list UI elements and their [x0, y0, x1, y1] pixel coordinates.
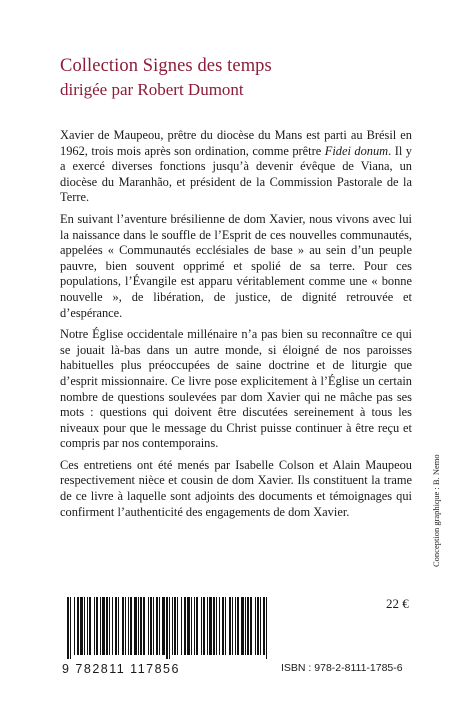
- barcode-bar: [128, 597, 129, 655]
- barcode-bar: [255, 597, 256, 655]
- barcode-bar: [166, 597, 168, 659]
- barcode-bar: [134, 597, 137, 655]
- price: 22 €: [386, 596, 409, 611]
- barcode-bar: [122, 597, 124, 655]
- barcode-bar: [100, 597, 101, 655]
- barcode-bar: [156, 597, 158, 655]
- paragraph-1-end: . Il y a exercé diverses fonctions jusqu’à devenir évêque de Viana, un diocèse du Maranhão, et président de la Commission Pastorale de la Terre.: [60, 143, 413, 205]
- paragraph-1-italic: Fidei donum: [324, 143, 389, 158]
- collection-title: Collection Signes des temps: [60, 56, 272, 76]
- barcode-bar: [216, 597, 217, 655]
- barcode-bar: [222, 597, 224, 655]
- barcode-number: 9 782811 117856: [62, 662, 180, 676]
- collection-director: dirigée par Robert Dumont: [60, 80, 244, 99]
- back-cover-text: [60, 128, 412, 526]
- design-credit: Conception graphique : B. Nemo: [431, 454, 441, 567]
- barcode-bar: [207, 597, 208, 655]
- barcode-bar: [125, 597, 126, 655]
- isbn: ISBN : 978-2-8111-1785-6: [281, 662, 403, 674]
- barcode-bar: [266, 597, 267, 659]
- barcode: [67, 597, 271, 659]
- barcode-bar: [118, 597, 119, 655]
- barcode-bar: [84, 597, 85, 655]
- barcode-bar: [162, 597, 165, 655]
- barcode-bar: [229, 597, 231, 655]
- barcode-bar: [209, 597, 212, 655]
- barcode-bar: [187, 597, 190, 655]
- barcode-bar: [77, 597, 79, 655]
- barcode-bar: [87, 597, 88, 655]
- paragraph-1-start: Xavier de Maupeou, prêtre du diocèse du Mans est parti au Brésil en 1962, trois mois après son ordination, comme prêtre: [60, 128, 412, 158]
- barcode-bar: [257, 597, 259, 655]
- barcode-bar: [67, 597, 69, 659]
- barcode-bar: [201, 597, 202, 655]
- barcode-bar: [94, 597, 95, 655]
- barcode-bar: [219, 597, 220, 655]
- paragraph-4: Ces entretiens ont été menés par Isabelle Colson et Alain Maupeou respectivement nièce et cousin de dom Xavier. Ils constituent la trame de ce livre à laquelle sont adjoints des documents et témoignages qui confirment l’authenticité des engagements de dom Xavier.: [60, 457, 412, 519]
- barcode-bar: [153, 597, 154, 655]
- barcode-bar: [130, 597, 132, 655]
- barcode-bar: [150, 597, 152, 655]
- barcode-bar: [196, 597, 198, 655]
- barcode-bar: [96, 597, 98, 655]
- barcode-bar: [138, 597, 139, 655]
- barcode-bar: [159, 597, 160, 655]
- barcode-bar: [169, 597, 170, 659]
- barcode-bar: [191, 597, 192, 655]
- barcode-bar: [237, 597, 239, 655]
- barcode-bar: [80, 597, 83, 655]
- barcode-bar: [241, 597, 244, 655]
- barcode-bar: [247, 597, 249, 655]
- barcode-bar: [203, 597, 205, 655]
- paragraph-3: Notre Église occidentale millénaire n’a pas bien su reconnaître ce qui se jouait là-bas dans un autre monde, si éloigné de nos paroisses habituelles plus préoccupées de saine doctrine et de liturgie que d’esprit missionnaire. Ce livre pose explicitement à l’Église un certain nombre de questions soulevées par dom Xavier qui ne mâche pas ses mots : questions qui doivent être discutées sereinement à tous les niveaux pour que le message du Christ puisse continuer à être reçu et compris par nos contemporains.: [60, 327, 412, 451]
- paragraph-2: En suivant l’aventure brésilienne de dom Xavier, nous vivons avec lui la naissance dans le souffle de l’Esprit de ces nouvelles communautés, appelées « Communautés ecclésiales de base » au sein d’un peuple pauvre, bien souvent opprimé et spolié de sa terre. Pour ces populations, l’Évangile est apparu véritablement comme une « bonne nouvelle », de libération, de justice, de dignité retrouvée et d’espérance.: [60, 211, 412, 320]
- barcode-bar: [112, 597, 113, 655]
- barcode-bar: [115, 597, 117, 655]
- barcode-bar: [235, 597, 236, 655]
- barcode-bar: [177, 597, 178, 655]
- barcode-bar: [143, 597, 145, 655]
- barcode-bar: [109, 597, 110, 655]
- barcode-bar: [194, 597, 195, 655]
- barcode-bar: [225, 597, 226, 655]
- paragraph-1: [60, 128, 412, 206]
- barcode-bar: [263, 597, 265, 655]
- barcode-bar: [184, 597, 186, 655]
- barcode-bar: [232, 597, 233, 655]
- barcode-bar: [181, 597, 182, 655]
- barcode-bar: [172, 597, 173, 655]
- barcode-bar: [148, 597, 149, 655]
- barcode-bar: [245, 597, 246, 655]
- barcode-bar: [250, 597, 252, 655]
- barcode-bar: [70, 597, 71, 659]
- barcode-bar: [213, 597, 215, 655]
- barcode-bar: [140, 597, 142, 655]
- barcode-bar: [106, 597, 108, 655]
- barcode-bar: [174, 597, 176, 655]
- barcode-bar: [89, 597, 91, 655]
- barcode-bar: [102, 597, 105, 655]
- barcode-bar: [260, 597, 261, 655]
- barcode-bar: [74, 597, 75, 655]
